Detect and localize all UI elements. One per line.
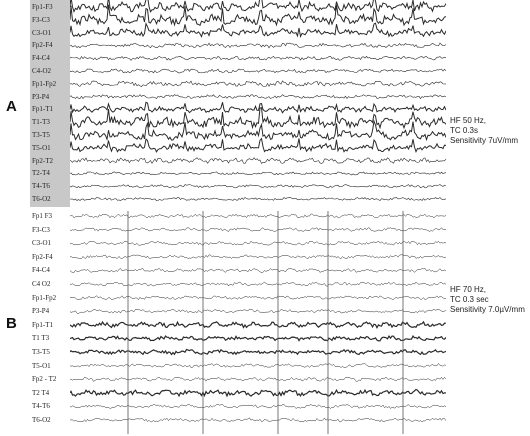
- channel-label: C4 O2: [32, 280, 51, 288]
- eeg-trace: [70, 389, 446, 396]
- eeg-traces-b: [70, 209, 446, 436]
- eeg-trace: [70, 69, 446, 73]
- channel-label: Fp1-Fp2: [32, 79, 57, 88]
- eeg-trace: [70, 5, 446, 26]
- channel-label: Fp2-F4: [32, 41, 53, 50]
- settings-sensitivity-b: Sensitivity 7.0µV/mm: [450, 305, 525, 314]
- eeg-trace: [70, 185, 446, 188]
- settings-hf-b: HF 70 Hz,: [450, 285, 487, 294]
- channel-label: T3-T5: [32, 131, 50, 139]
- eeg-trace: [70, 95, 446, 99]
- channel-label: T1-T3: [32, 118, 50, 127]
- channel-label: Fp2-F4: [32, 252, 53, 261]
- channel-label: T6-O2: [32, 195, 51, 203]
- eeg-trace: [70, 56, 446, 60]
- channel-label: F4-C4: [32, 266, 50, 275]
- channel-label: Fp1-F3: [32, 3, 53, 11]
- eeg-trace: [70, 121, 446, 140]
- channel-label: T2 T4: [32, 388, 50, 397]
- channel-label: T4-T6: [32, 182, 50, 191]
- channel-label: T6-O2: [32, 416, 51, 424]
- settings-panel-a: [450, 116, 518, 146]
- eeg-trace: [70, 81, 446, 87]
- eeg-trace: [70, 268, 446, 272]
- channel-label: P3-P4: [32, 92, 50, 101]
- eeg-trace: [70, 23, 446, 36]
- eeg-trace: [70, 404, 446, 408]
- eeg-trace: [70, 214, 446, 218]
- eeg-trace: [70, 309, 446, 313]
- channel-label: T5-O1: [32, 143, 51, 152]
- channel-label: T5-O1: [32, 361, 51, 370]
- channel-label: Fp2-T2: [32, 156, 53, 165]
- eeg-trace: [70, 172, 446, 175]
- channel-label: F3-C3: [32, 225, 50, 234]
- channel-label: Fp1-T1: [32, 105, 53, 114]
- eeg-traces-a: [70, 0, 446, 207]
- settings-tc-a: TC 0.3s: [450, 126, 479, 135]
- channel-label: F4-C4: [32, 54, 50, 63]
- eeg-trace: [70, 282, 446, 286]
- channel-label: T2-T4: [32, 169, 50, 178]
- eeg-trace: [70, 336, 446, 341]
- eeg-trace: [70, 377, 446, 381]
- eeg-trace: [70, 197, 446, 200]
- channel-label: Fp1-T1: [32, 320, 53, 329]
- panel-a-letter: A: [6, 98, 17, 115]
- settings-panel-b: [450, 285, 525, 315]
- eeg-trace: [70, 255, 446, 259]
- channel-label: T1 T3: [32, 334, 50, 343]
- channel-label: F3-C3: [32, 15, 50, 24]
- channel-label: T4-T6: [32, 402, 50, 411]
- eeg-trace: [70, 102, 446, 113]
- eeg-trace: [70, 158, 446, 164]
- channel-label: Fp1-Fp2: [32, 293, 57, 302]
- channel-label: Fp1 F3: [32, 212, 53, 220]
- eeg-trace: [70, 43, 446, 48]
- channel-label: C3-O1: [32, 28, 52, 37]
- eeg-trace: [70, 418, 446, 422]
- eeg-trace: [70, 0, 446, 12]
- channel-label: C3-O1: [32, 239, 52, 248]
- panel-b-letter: B: [6, 315, 17, 332]
- settings-hf-a: HF 50 Hz,: [450, 116, 487, 125]
- eeg-trace: [70, 322, 446, 328]
- eeg-trace: [70, 228, 446, 232]
- eeg-trace: [70, 138, 446, 151]
- channel-label: C4-O2: [32, 67, 52, 75]
- settings-tc-b: TC 0.3 sec: [450, 295, 489, 304]
- settings-sensitivity-a: Sensitivity 7uV/mm: [450, 136, 519, 145]
- eeg-panel-b: [30, 209, 446, 436]
- eeg-trace: [70, 241, 446, 245]
- eeg-trace: [70, 350, 446, 355]
- eeg-panel-a: [30, 0, 446, 207]
- channel-label: Fp2 - T2: [32, 375, 57, 384]
- channel-label: T3-T5: [32, 348, 50, 356]
- eeg-trace: [70, 364, 446, 368]
- channel-label: P3-P4: [32, 307, 50, 316]
- eeg-trace: [70, 296, 446, 300]
